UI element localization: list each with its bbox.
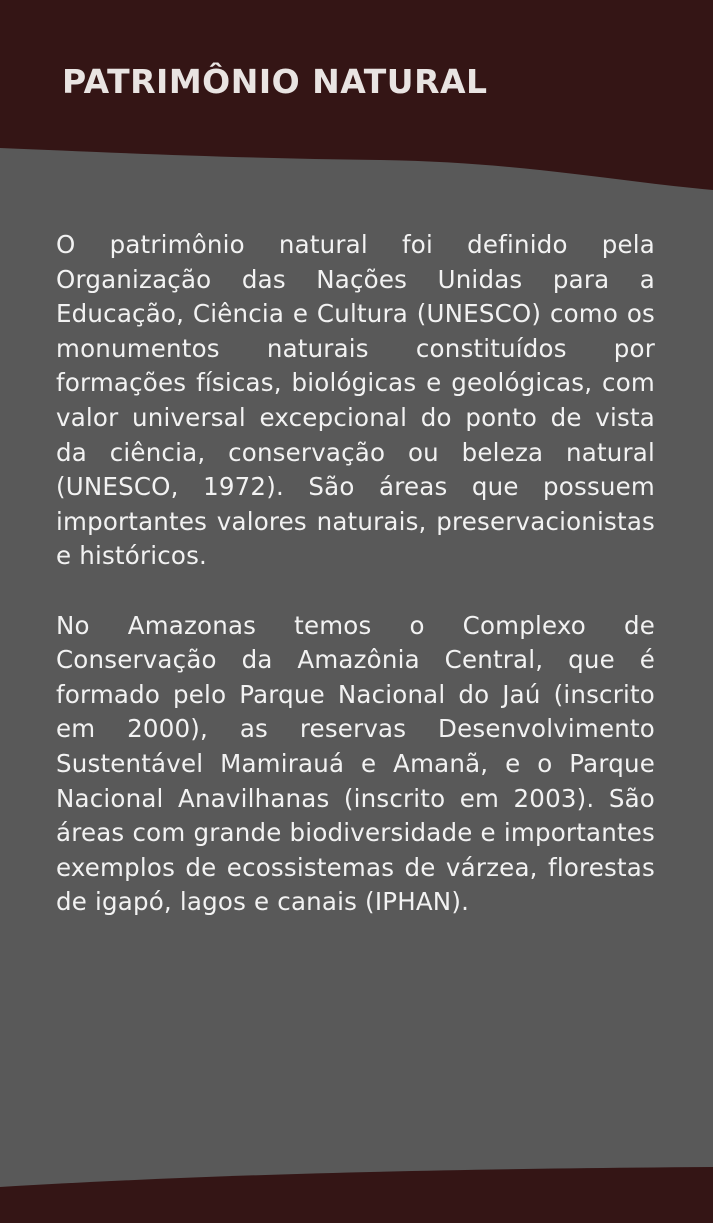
paragraph-amazonas-complex: No Amazonas temos o Complexo de Conservação da Amazônia Central, que é formado pelo Parque Nacional do Jaú (inscrito em 2000), as reservas Desenvolvimento Sustentável Mamirauá e Amanã, e o Parque Nacional Anavilhanas (inscrito em 2003). São áreas com grande biodiversidade e importantes exemplos de ecossistemas de várzea, florestas de igapó, lagos e canais (IPHAN). <box>56 610 655 917</box>
paragraph-unesco-definition: O patrimônio natural foi definido pela Organização das Nações Unidas para a Educação, Ciência e Cultura (UNESCO) como os monumentos naturais constituídos por formações físicas, biológicas e geológicas, com valor universal excepcional do ponto de vista da ciência, conservação ou beleza natural (UNESCO, 1972). São áreas que possuem importantes valores naturais, preservacionistas e históricos. <box>56 230 655 571</box>
footer-band <box>0 1163 713 1223</box>
body-text <box>56 228 655 954</box>
page-title: PATRIMÔNIO NATURAL <box>62 62 488 101</box>
footer-wave-shape <box>0 1167 713 1223</box>
